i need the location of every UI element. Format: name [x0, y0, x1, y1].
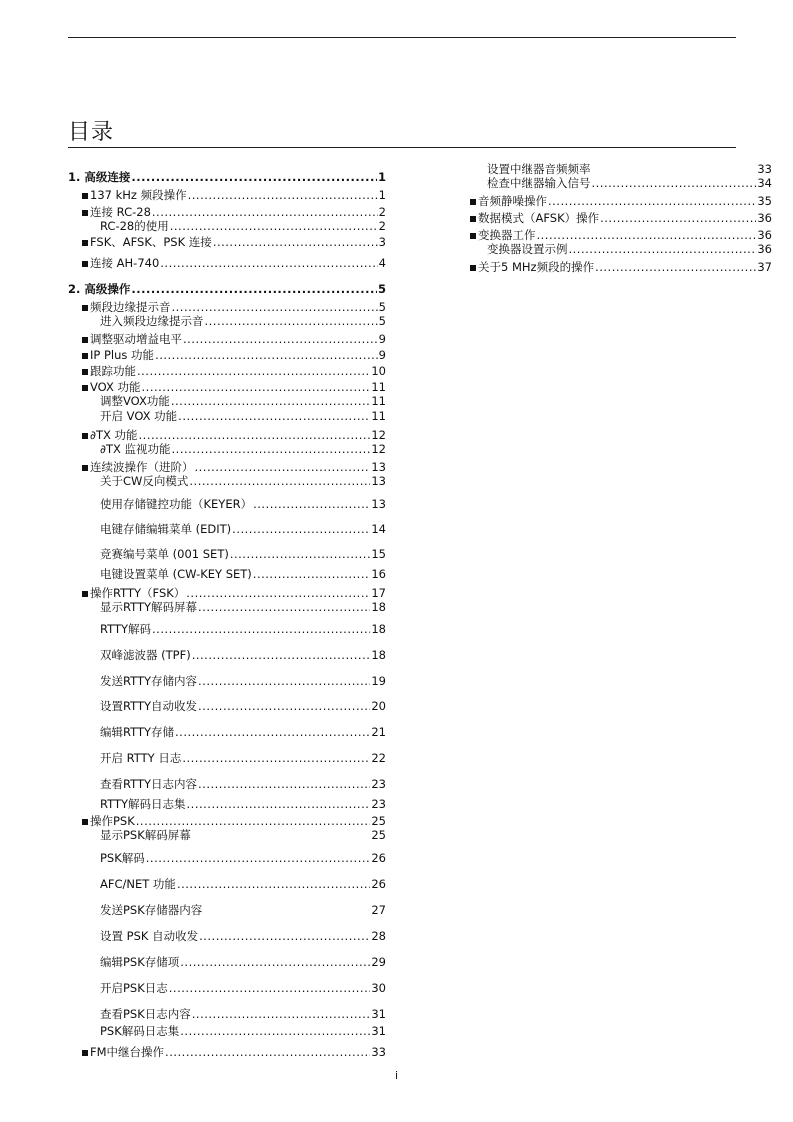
- toc-entry-label: 查看RTTY日志内容: [100, 777, 198, 791]
- toc-entry[interactable]: [68, 600, 386, 614]
- toc-entry-label: 跟踪功能: [90, 364, 136, 378]
- toc-entry[interactable]: [68, 929, 386, 943]
- toc-entry[interactable]: [68, 1024, 386, 1038]
- dot-leader: [172, 300, 378, 314]
- toc-entry-label: 数据模式（AFSK）操作: [478, 211, 600, 225]
- toc-entry-label: 1. 高级连接: [68, 170, 131, 184]
- toc-entry-label: IP Plus 功能: [90, 348, 155, 362]
- toc-entry-label: FSK、AFSK、PSK 连接: [90, 235, 212, 249]
- bullet-icon: [470, 216, 476, 222]
- toc-entry[interactable]: [68, 282, 386, 296]
- page-number: i: [394, 1069, 399, 1082]
- toc-entry[interactable]: [68, 547, 386, 561]
- toc-entry[interactable]: [68, 1045, 386, 1059]
- toc-entry[interactable]: [68, 699, 386, 713]
- toc-entry-page: 2: [378, 219, 386, 233]
- toc-entry-page: 9: [378, 348, 386, 362]
- bullet-icon: [470, 265, 476, 271]
- toc-entry[interactable]: [68, 586, 386, 600]
- toc-entry-page: 15: [371, 547, 386, 561]
- toc-entry-label: PSK解码: [100, 851, 145, 865]
- toc-entry-page: 13: [371, 497, 386, 511]
- toc-entry[interactable]: [68, 903, 386, 917]
- toc-entry-page: 1: [378, 188, 386, 202]
- dot-leader: [170, 219, 378, 233]
- toc-entry-page: 13: [371, 474, 386, 488]
- toc-entry-page: 36: [757, 228, 772, 242]
- toc-entry-label: 双峰滤波器 (TPF): [100, 648, 191, 662]
- bullet-icon: [82, 240, 88, 246]
- dot-leader: [142, 380, 371, 394]
- toc-entry[interactable]: [68, 474, 386, 488]
- toc-entry-label: 开启PSK日志: [100, 981, 168, 995]
- toc-entry-label: 音频静噪操作: [478, 194, 547, 208]
- bullet-icon: [82, 385, 88, 391]
- toc-entry-page: 26: [371, 851, 386, 865]
- toc-entry-page: 36: [757, 211, 772, 225]
- toc-entry[interactable]: [470, 176, 772, 190]
- dot-leader: [175, 725, 370, 739]
- toc-entry[interactable]: [470, 242, 772, 256]
- title-rule: [68, 147, 736, 148]
- dot-leader: [213, 235, 378, 249]
- dot-leader: [165, 1045, 370, 1059]
- dot-leader: [199, 929, 370, 943]
- toc-entry[interactable]: [68, 877, 386, 891]
- toc-entry-label: 变换器设置示例: [487, 242, 568, 256]
- toc-entry-page: 19: [371, 674, 386, 688]
- dot-leader: [172, 442, 371, 456]
- toc-entry[interactable]: [68, 797, 386, 811]
- toc-entry-label: 编辑RTTY存储: [100, 725, 175, 739]
- toc-entry[interactable]: [470, 260, 772, 274]
- toc-entry-label: 编辑PSK存储项: [100, 955, 180, 969]
- toc-entry-label: 设置 PSK 自动收发: [100, 929, 199, 943]
- dot-leader: [171, 394, 371, 408]
- bullet-icon: [82, 261, 88, 267]
- dot-leader: [136, 814, 371, 828]
- toc-entry[interactable]: [68, 751, 386, 765]
- toc-entry-page: 36: [757, 242, 772, 256]
- toc-entry-label: 显示RTTY解码屏幕: [100, 600, 198, 614]
- dot-leader: [198, 600, 370, 614]
- toc-entry[interactable]: [68, 442, 386, 456]
- toc-entry-label: 调整驱动增益电平: [90, 332, 182, 346]
- toc-entry[interactable]: [470, 211, 772, 225]
- toc-entry-label: 进入频段边缘提示音: [100, 314, 204, 328]
- dot-leader: [189, 474, 370, 488]
- dot-leader: [180, 1024, 370, 1038]
- toc-entry-page: 21: [371, 725, 386, 739]
- toc-entry[interactable]: [68, 170, 386, 184]
- toc-entry-page: 18: [371, 648, 386, 662]
- dot-leader: [178, 409, 370, 423]
- bullet-icon: [82, 433, 88, 439]
- toc-entry-page: 20: [371, 699, 386, 713]
- dot-leader: [192, 1007, 371, 1021]
- toc-entry-label: 发送PSK存储器内容: [100, 903, 203, 917]
- toc-entry-page: 11: [371, 409, 386, 423]
- toc-entry-label: 竞赛编号菜单 (001 SET): [100, 547, 229, 561]
- toc-entry-page: 12: [371, 442, 386, 456]
- toc-entry-label: 查看PSK日志内容: [100, 1007, 191, 1021]
- toc-entry[interactable]: [68, 364, 386, 378]
- toc-entry[interactable]: [68, 205, 386, 219]
- dot-leader: [198, 777, 370, 791]
- bullet-icon: [82, 465, 88, 471]
- toc-entry-page: 33: [757, 162, 772, 176]
- dot-leader: [152, 622, 370, 636]
- toc-entry[interactable]: [68, 300, 386, 314]
- dot-leader: [182, 751, 370, 765]
- toc-entry[interactable]: [68, 497, 386, 511]
- toc-entry-label: 电键存储编辑菜单 (EDIT): [100, 522, 232, 536]
- toc-entry[interactable]: [68, 674, 386, 688]
- dot-leader: [253, 567, 371, 581]
- toc-entry[interactable]: [68, 777, 386, 791]
- toc-entry-page: 12: [371, 428, 386, 442]
- toc-entry-page: 3: [378, 235, 386, 249]
- toc-entry[interactable]: [470, 162, 772, 176]
- toc-entry-label: 操作PSK: [90, 814, 135, 828]
- toc-entry[interactable]: [68, 725, 386, 739]
- toc-entry[interactable]: [470, 194, 772, 208]
- dot-leader: [177, 877, 370, 891]
- toc-entry-label: 开启 VOX 功能: [100, 409, 178, 423]
- toc-entry[interactable]: [68, 460, 386, 474]
- toc-entry[interactable]: [68, 828, 386, 842]
- page-title: 目录: [68, 120, 115, 145]
- toc-entry-page: 18: [371, 622, 386, 636]
- dot-leader: [160, 256, 377, 270]
- toc-entry[interactable]: [68, 955, 386, 969]
- toc-entry-page: 13: [371, 460, 386, 474]
- dot-leader: [192, 648, 371, 662]
- dot-leader: [592, 176, 757, 190]
- toc-entry-page: 25: [371, 814, 386, 828]
- dot-leader: [137, 364, 370, 378]
- toc-entry-page: 31: [371, 1007, 386, 1021]
- bullet-icon: [82, 305, 88, 311]
- toc-entry-page: 18: [371, 600, 386, 614]
- toc-entry-label: 开启 RTTY 日志: [100, 751, 182, 765]
- dot-leader: [188, 188, 378, 202]
- toc-entry[interactable]: [68, 314, 386, 328]
- toc-entry-label: 2. 高级操作: [68, 282, 131, 296]
- dot-leader: [230, 547, 371, 561]
- toc-entry-page: 22: [371, 751, 386, 765]
- dot-leader: [205, 314, 378, 328]
- dot-leader: [139, 428, 371, 442]
- toc-entry-label: 设置RTTY自动收发: [100, 699, 198, 713]
- dot-leader: [152, 205, 378, 219]
- toc-entry-page: 16: [371, 567, 386, 581]
- toc-entry-page: 10: [371, 364, 386, 378]
- toc-entry[interactable]: [68, 348, 386, 362]
- bullet-icon: [470, 233, 476, 239]
- dot-leader: [183, 332, 378, 346]
- toc-entry-page: 17: [371, 586, 386, 600]
- toc-entry-page: 11: [371, 394, 386, 408]
- toc-entry-label: RTTY解码日志集: [100, 797, 186, 811]
- toc-entry-label: 连接 RC-28: [90, 205, 151, 219]
- bullet-icon: [82, 353, 88, 359]
- toc-entry-page: 29: [371, 955, 386, 969]
- toc-entry-label: ∂TX 监视功能: [100, 442, 171, 456]
- bullet-icon: [82, 591, 88, 597]
- toc-entry-label: FM中继台操作: [90, 1045, 165, 1059]
- toc-entry[interactable]: [68, 522, 386, 536]
- toc-entry[interactable]: [68, 394, 386, 408]
- toc-entry-label: 137 kHz 频段操作: [90, 188, 187, 202]
- toc-entry-page: 2: [378, 205, 386, 219]
- bullet-icon: [82, 369, 88, 375]
- toc-entry-page: 30: [371, 981, 386, 995]
- toc-entry[interactable]: [68, 1007, 386, 1021]
- bullet-icon: [82, 819, 88, 825]
- dot-leader: [186, 586, 370, 600]
- toc-entry[interactable]: [68, 981, 386, 995]
- bullet-icon: [82, 210, 88, 216]
- dot-leader: [548, 194, 756, 208]
- toc-entry[interactable]: [470, 228, 772, 242]
- bullet-icon: [82, 337, 88, 343]
- bullet-icon: [82, 1050, 88, 1056]
- dot-leader: [595, 260, 756, 274]
- toc-entry[interactable]: [68, 332, 386, 346]
- toc-entry-page: 23: [371, 797, 386, 811]
- dot-leader: [169, 981, 371, 995]
- toc-entry-label: 检查中继器输入信号: [487, 176, 591, 190]
- toc-entry-page: 5: [378, 314, 386, 328]
- toc-entry[interactable]: [68, 851, 386, 865]
- dot-leader: [232, 522, 370, 536]
- toc-entry-page: 11: [371, 380, 386, 394]
- toc-entry-label: 连续波操作（进阶）: [90, 460, 194, 474]
- toc-entry[interactable]: [68, 256, 386, 270]
- top-rule: [68, 37, 736, 38]
- toc-entry-page: 4: [378, 256, 386, 270]
- dot-leader: [187, 797, 371, 811]
- toc-entry-label: RTTY解码: [100, 622, 152, 636]
- toc-entry-label: PSK解码日志集: [100, 1024, 180, 1038]
- toc-entry[interactable]: [68, 219, 386, 233]
- dot-leader: [253, 497, 370, 511]
- bullet-icon: [82, 193, 88, 199]
- toc-entry-label: AFC/NET 功能: [100, 877, 176, 891]
- toc-entry[interactable]: [68, 648, 386, 662]
- toc-entry-page: 33: [371, 1045, 386, 1059]
- toc-entry-page: 37: [757, 260, 772, 274]
- toc-entry-page: 35: [757, 194, 772, 208]
- toc-entry-page: 27: [371, 903, 386, 917]
- dot-leader: [131, 170, 377, 184]
- dot-leader: [537, 228, 757, 242]
- toc-entry-label: ∂TX 功能: [90, 428, 138, 442]
- toc-entry[interactable]: [68, 567, 386, 581]
- toc-entry-label: 关于5 MHz频段的操作: [478, 260, 595, 274]
- toc-entry-page: 14: [371, 522, 386, 536]
- toc-entry[interactable]: [68, 622, 386, 636]
- dot-leader: [146, 851, 371, 865]
- toc-entry-page: 34: [757, 176, 772, 190]
- dot-leader: [198, 674, 370, 688]
- toc-entry-page: 9: [378, 332, 386, 346]
- toc-entry[interactable]: [68, 814, 386, 828]
- toc-entry-label: 使用存储键控功能（KEYER）: [100, 497, 253, 511]
- dot-leader: [180, 955, 370, 969]
- toc-entry-label: VOX 功能: [90, 380, 141, 394]
- toc-entry-label: 显示PSK解码屏幕: [100, 828, 191, 842]
- toc-entry-label: 关于CW反向模式: [100, 474, 189, 488]
- toc-entry-label: RC-28的使用: [100, 219, 169, 233]
- toc-entry[interactable]: [68, 188, 386, 202]
- toc-entry-page: 23: [371, 777, 386, 791]
- toc-entry-label: 连接 AH-740: [90, 256, 160, 270]
- toc-entry[interactable]: [68, 235, 386, 249]
- toc-entry-label: 设置中继器音频频率: [487, 162, 591, 176]
- toc-entry-page: 1: [377, 170, 386, 184]
- bullet-icon: [470, 199, 476, 205]
- dot-leader: [131, 282, 377, 296]
- dot-leader: [155, 348, 378, 362]
- dot-leader: [195, 460, 371, 474]
- dot-leader: [198, 699, 370, 713]
- toc-entry-label: 调整VOX功能: [100, 394, 170, 408]
- toc-entry-label: 发送RTTY存储内容: [100, 674, 198, 688]
- toc-entry-page: 28: [371, 929, 386, 943]
- toc-entry-label: 操作RTTY（FSK）: [90, 586, 186, 600]
- toc-entry-label: 频段边缘提示音: [90, 300, 171, 314]
- toc-entry-page: 31: [371, 1024, 386, 1038]
- toc-entry-page: 5: [378, 300, 386, 314]
- toc-entry-page: 25: [371, 828, 386, 842]
- toc-entry[interactable]: [68, 428, 386, 442]
- toc-entry-page: 26: [371, 877, 386, 891]
- toc-entry-label: 电键设置菜单 (CW-KEY SET): [100, 567, 252, 581]
- toc-entry[interactable]: [68, 409, 386, 423]
- toc-entry[interactable]: [68, 380, 386, 394]
- dot-leader: [600, 211, 756, 225]
- toc-entry-label: 变换器工作: [478, 228, 536, 242]
- toc-entry-page: 5: [377, 282, 386, 296]
- dot-leader: [569, 242, 757, 256]
